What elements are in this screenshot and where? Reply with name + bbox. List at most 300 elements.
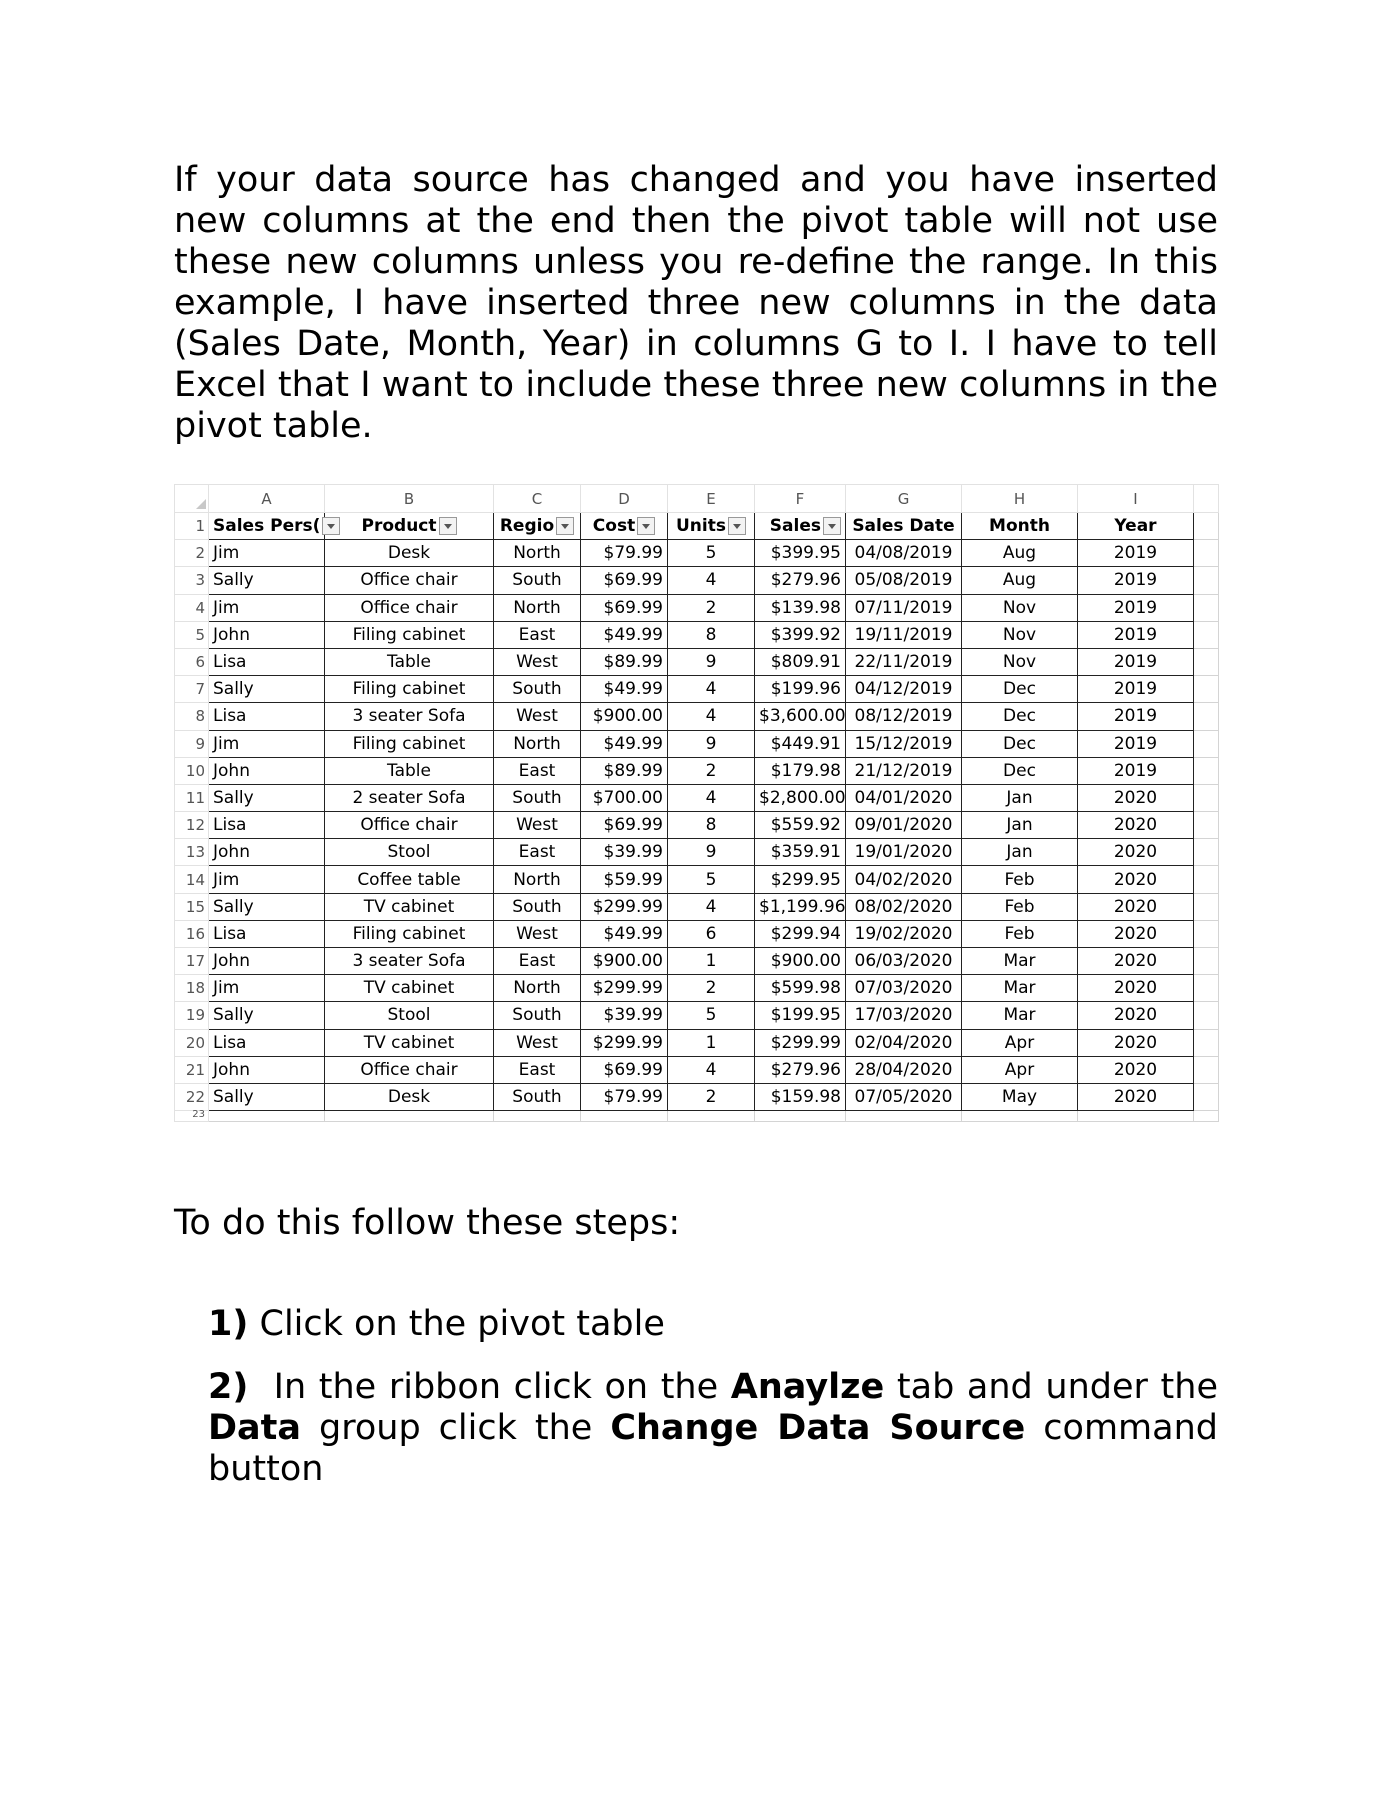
field-header-cell[interactable]: [755, 513, 846, 540]
data-cell[interactable]: 3 seater Sofa: [325, 948, 494, 975]
data-cell[interactable]: Jim: [209, 866, 325, 893]
data-cell[interactable]: North: [494, 975, 581, 1002]
empty-cell[interactable]: [1194, 676, 1219, 703]
data-cell[interactable]: TV cabinet: [325, 893, 494, 920]
field-header-cell[interactable]: [209, 513, 325, 540]
data-cell[interactable]: $3,600.00: [755, 703, 846, 730]
field-header-cell[interactable]: [846, 513, 962, 540]
data-cell[interactable]: $39.99: [581, 1002, 668, 1029]
field-header-label: Cost: [592, 516, 636, 537]
data-cell[interactable]: Sally: [209, 567, 325, 594]
data-cell[interactable]: 04/01/2020: [846, 784, 962, 811]
data-cell[interactable]: $279.96: [755, 567, 846, 594]
data-cell[interactable]: 2019: [1078, 703, 1194, 730]
data-cell[interactable]: 08/12/2019: [846, 703, 962, 730]
data-cell[interactable]: North: [494, 594, 581, 621]
empty-cell[interactable]: [1194, 1111, 1219, 1122]
column-letter-header[interactable]: H: [962, 485, 1078, 513]
filter-dropdown-icon[interactable]: [556, 517, 574, 535]
data-cell[interactable]: $69.99: [581, 812, 668, 839]
data-cell[interactable]: TV cabinet: [325, 1029, 494, 1056]
data-cell[interactable]: Stool: [325, 1002, 494, 1029]
empty-cell[interactable]: [1194, 975, 1219, 1002]
row-number[interactable]: 21: [175, 1056, 209, 1083]
row-number[interactable]: 12: [175, 812, 209, 839]
column-letter-header[interactable]: G: [846, 485, 962, 513]
data-cell[interactable]: Dec: [962, 703, 1078, 730]
empty-cell[interactable]: [581, 1111, 668, 1122]
table-row: [175, 703, 1219, 730]
data-cell[interactable]: 8: [668, 812, 755, 839]
data-cell[interactable]: 05/08/2019: [846, 567, 962, 594]
table-row: [175, 648, 1219, 675]
data-cell[interactable]: 2019: [1078, 676, 1194, 703]
data-cell[interactable]: Feb: [962, 893, 1078, 920]
data-cell[interactable]: 22/11/2019: [846, 648, 962, 675]
data-cell[interactable]: John: [209, 839, 325, 866]
empty-cell[interactable]: [1194, 703, 1219, 730]
data-cell[interactable]: 28/04/2020: [846, 1056, 962, 1083]
table-row: [175, 621, 1219, 648]
data-cell[interactable]: $279.96: [755, 1056, 846, 1083]
data-cell[interactable]: $299.95: [755, 866, 846, 893]
data-cell[interactable]: $49.99: [581, 676, 668, 703]
data-cell[interactable]: 4: [668, 703, 755, 730]
data-cell[interactable]: West: [494, 1029, 581, 1056]
column-letter-header[interactable]: F: [755, 485, 846, 513]
data-cell[interactable]: South: [494, 676, 581, 703]
empty-cell[interactable]: [1194, 757, 1219, 784]
data-cell[interactable]: 4: [668, 893, 755, 920]
data-cell[interactable]: South: [494, 1083, 581, 1110]
data-cell[interactable]: 2: [668, 757, 755, 784]
data-cell[interactable]: West: [494, 812, 581, 839]
column-letter-header[interactable]: I: [1078, 485, 1194, 513]
data-cell[interactable]: East: [494, 1056, 581, 1083]
data-cell[interactable]: Apr: [962, 1056, 1078, 1083]
data-cell[interactable]: 2020: [1078, 893, 1194, 920]
table-row: [175, 893, 1219, 920]
column-letter-header[interactable]: D: [581, 485, 668, 513]
data-cell[interactable]: John: [209, 1056, 325, 1083]
data-cell[interactable]: Jim: [209, 730, 325, 757]
data-cell[interactable]: 2: [668, 1083, 755, 1110]
data-cell[interactable]: 9: [668, 730, 755, 757]
column-letter-header[interactable]: E: [668, 485, 755, 513]
step-2-emphasis: Data: [208, 1408, 302, 1448]
data-cell[interactable]: Jan: [962, 839, 1078, 866]
data-cell[interactable]: $69.99: [581, 594, 668, 621]
data-cell[interactable]: South: [494, 784, 581, 811]
row-number[interactable]: 17: [175, 948, 209, 975]
data-cell[interactable]: $79.99: [581, 1083, 668, 1110]
data-cell[interactable]: East: [494, 757, 581, 784]
data-cell[interactable]: 8: [668, 621, 755, 648]
data-cell[interactable]: $89.99: [581, 757, 668, 784]
empty-cell[interactable]: [325, 1111, 494, 1122]
data-cell[interactable]: 19/01/2020: [846, 839, 962, 866]
empty-cell[interactable]: [1194, 567, 1219, 594]
table-row: [175, 812, 1219, 839]
data-cell[interactable]: 2019: [1078, 757, 1194, 784]
data-cell[interactable]: 2020: [1078, 839, 1194, 866]
row-number[interactable]: 11: [175, 784, 209, 811]
data-cell[interactable]: $900.00: [581, 948, 668, 975]
data-cell[interactable]: Aug: [962, 540, 1078, 567]
data-cell[interactable]: 2019: [1078, 567, 1194, 594]
empty-cell[interactable]: [668, 1111, 755, 1122]
row-number[interactable]: 10: [175, 757, 209, 784]
intro-paragraph: If your data source has changed and you have inserted new columns at the end then the pivot table will not use these new columns unless you re-define the range. In this example, I have inserted three new columns in the data (Sales Date, Month, Year) in columns G to I. I have to tell Excel that I want to include these three new columns in the pivot table.: [174, 160, 1218, 446]
data-cell[interactable]: 08/02/2020: [846, 893, 962, 920]
data-cell[interactable]: East: [494, 621, 581, 648]
data-cell[interactable]: Jan: [962, 784, 1078, 811]
data-cell[interactable]: Mar: [962, 975, 1078, 1002]
data-cell[interactable]: Sally: [209, 1002, 325, 1029]
empty-cell[interactable]: [1194, 594, 1219, 621]
data-cell[interactable]: Feb: [962, 866, 1078, 893]
field-header-label: Sales Pers(: [213, 516, 321, 537]
data-cell[interactable]: Lisa: [209, 920, 325, 947]
data-cell[interactable]: 04/12/2019: [846, 676, 962, 703]
row-number[interactable]: 14: [175, 866, 209, 893]
empty-cell[interactable]: [1078, 1111, 1194, 1122]
data-cell[interactable]: West: [494, 648, 581, 675]
data-cell[interactable]: 2: [668, 594, 755, 621]
data-cell[interactable]: Office chair: [325, 812, 494, 839]
row-number[interactable]: 16: [175, 920, 209, 947]
data-cell[interactable]: 5: [668, 540, 755, 567]
data-cell[interactable]: $900.00: [755, 948, 846, 975]
data-cell[interactable]: 5: [668, 1002, 755, 1029]
filter-dropdown-icon[interactable]: [728, 517, 746, 535]
empty-cell[interactable]: [494, 1111, 581, 1122]
data-cell[interactable]: Dec: [962, 730, 1078, 757]
spreadsheet-grid: [174, 484, 1219, 1122]
data-cell[interactable]: 2: [668, 975, 755, 1002]
data-cell[interactable]: 09/01/2020: [846, 812, 962, 839]
data-cell[interactable]: 9: [668, 839, 755, 866]
spreadsheet-screenshot: [174, 484, 1218, 1130]
row-number[interactable]: 7: [175, 676, 209, 703]
data-cell[interactable]: $900.00: [581, 703, 668, 730]
data-cell[interactable]: West: [494, 703, 581, 730]
empty-cell[interactable]: [1194, 1083, 1219, 1110]
row-number[interactable]: 9: [175, 730, 209, 757]
data-cell[interactable]: 19/02/2020: [846, 920, 962, 947]
empty-cell[interactable]: [1194, 648, 1219, 675]
field-header-cell[interactable]: [581, 513, 668, 540]
empty-cell[interactable]: [1194, 621, 1219, 648]
data-cell[interactable]: East: [494, 948, 581, 975]
data-cell[interactable]: $59.99: [581, 866, 668, 893]
table-row: [175, 676, 1219, 703]
data-cell[interactable]: 07/03/2020: [846, 975, 962, 1002]
data-cell[interactable]: 2019: [1078, 730, 1194, 757]
filter-dropdown-icon[interactable]: [322, 517, 340, 535]
data-cell[interactable]: 2020: [1078, 1056, 1194, 1083]
field-header-cell[interactable]: [668, 513, 755, 540]
data-cell[interactable]: 5: [668, 866, 755, 893]
data-cell[interactable]: John: [209, 757, 325, 784]
data-cell[interactable]: $359.91: [755, 839, 846, 866]
data-cell[interactable]: $199.95: [755, 1002, 846, 1029]
data-cell[interactable]: $2,800.00: [755, 784, 846, 811]
data-cell[interactable]: 04/02/2020: [846, 866, 962, 893]
data-cell[interactable]: Feb: [962, 920, 1078, 947]
row-number[interactable]: 2: [175, 540, 209, 567]
data-cell[interactable]: Nov: [962, 648, 1078, 675]
data-cell[interactable]: $199.96: [755, 676, 846, 703]
row-number[interactable]: 3: [175, 567, 209, 594]
row-number[interactable]: 13: [175, 839, 209, 866]
table-row: [175, 1056, 1219, 1083]
empty-cell[interactable]: [1194, 893, 1219, 920]
empty-cell[interactable]: [1194, 920, 1219, 947]
empty-cell[interactable]: [1194, 1002, 1219, 1029]
data-cell[interactable]: 6: [668, 920, 755, 947]
data-cell[interactable]: Dec: [962, 676, 1078, 703]
data-cell[interactable]: Filing cabinet: [325, 730, 494, 757]
data-cell[interactable]: 19/11/2019: [846, 621, 962, 648]
data-cell[interactable]: John: [209, 948, 325, 975]
empty-cell[interactable]: [1194, 540, 1219, 567]
data-cell[interactable]: South: [494, 567, 581, 594]
data-cell[interactable]: Filing cabinet: [325, 676, 494, 703]
table-row: [175, 757, 1219, 784]
data-cell[interactable]: Sally: [209, 893, 325, 920]
data-cell[interactable]: $299.99: [581, 1029, 668, 1056]
data-cell[interactable]: Lisa: [209, 1029, 325, 1056]
data-cell[interactable]: Desk: [325, 540, 494, 567]
data-cell[interactable]: Office chair: [325, 1056, 494, 1083]
data-cell[interactable]: Table: [325, 757, 494, 784]
row-number[interactable]: 20: [175, 1029, 209, 1056]
data-cell[interactable]: Lisa: [209, 648, 325, 675]
row-number[interactable]: 8: [175, 703, 209, 730]
data-cell[interactable]: $139.98: [755, 594, 846, 621]
empty-cell[interactable]: [1194, 812, 1219, 839]
data-cell[interactable]: 2020: [1078, 920, 1194, 947]
empty-cell[interactable]: [209, 1111, 325, 1122]
step-2-emphasis: Change Data Source: [610, 1408, 1026, 1448]
data-cell[interactable]: $49.99: [581, 730, 668, 757]
empty-cell[interactable]: [1194, 948, 1219, 975]
data-cell[interactable]: 4: [668, 567, 755, 594]
data-cell[interactable]: 04/08/2019: [846, 540, 962, 567]
data-cell[interactable]: Jim: [209, 975, 325, 1002]
data-cell[interactable]: Nov: [962, 594, 1078, 621]
data-cell[interactable]: Sally: [209, 676, 325, 703]
data-cell[interactable]: May: [962, 1083, 1078, 1110]
data-cell[interactable]: 1: [668, 1029, 755, 1056]
data-cell[interactable]: Sally: [209, 784, 325, 811]
data-cell[interactable]: Lisa: [209, 703, 325, 730]
data-cell[interactable]: $49.99: [581, 920, 668, 947]
data-cell[interactable]: $399.92: [755, 621, 846, 648]
row-number[interactable]: 19: [175, 1002, 209, 1029]
data-cell[interactable]: Filing cabinet: [325, 621, 494, 648]
data-cell[interactable]: $299.99: [755, 1029, 846, 1056]
data-cell[interactable]: Jim: [209, 594, 325, 621]
data-cell[interactable]: 21/12/2019: [846, 757, 962, 784]
data-cell[interactable]: 17/03/2020: [846, 1002, 962, 1029]
data-cell[interactable]: Coffee table: [325, 866, 494, 893]
empty-cell[interactable]: [962, 1111, 1078, 1122]
table-row: [175, 975, 1219, 1002]
data-cell[interactable]: $159.98: [755, 1083, 846, 1110]
step-2-text: command button: [208, 1408, 1218, 1489]
row-number[interactable]: 4: [175, 594, 209, 621]
data-cell[interactable]: $49.99: [581, 621, 668, 648]
data-cell[interactable]: $299.99: [581, 975, 668, 1002]
data-cell[interactable]: 9: [668, 648, 755, 675]
data-cell[interactable]: East: [494, 839, 581, 866]
data-cell[interactable]: $449.91: [755, 730, 846, 757]
data-cell[interactable]: 02/04/2020: [846, 1029, 962, 1056]
data-cell[interactable]: Desk: [325, 1083, 494, 1110]
data-cell[interactable]: Nov: [962, 621, 1078, 648]
steps-intro: To do this follow these steps:: [174, 1203, 681, 1243]
data-cell[interactable]: $700.00: [581, 784, 668, 811]
data-cell[interactable]: Apr: [962, 1029, 1078, 1056]
data-cell[interactable]: 15/12/2019: [846, 730, 962, 757]
data-cell[interactable]: Jan: [962, 812, 1078, 839]
data-cell[interactable]: TV cabinet: [325, 975, 494, 1002]
empty-cell[interactable]: [1194, 513, 1219, 540]
data-cell[interactable]: 2019: [1078, 648, 1194, 675]
data-cell[interactable]: West: [494, 920, 581, 947]
data-cell[interactable]: $599.98: [755, 975, 846, 1002]
data-cell[interactable]: North: [494, 866, 581, 893]
data-cell[interactable]: 2019: [1078, 594, 1194, 621]
data-cell[interactable]: North: [494, 730, 581, 757]
data-cell[interactable]: South: [494, 893, 581, 920]
empty-cell[interactable]: [846, 1111, 962, 1122]
data-cell[interactable]: $809.91: [755, 648, 846, 675]
data-cell[interactable]: 07/11/2019: [846, 594, 962, 621]
data-cell[interactable]: $559.92: [755, 812, 846, 839]
data-cell[interactable]: 06/03/2020: [846, 948, 962, 975]
data-cell[interactable]: $69.99: [581, 1056, 668, 1083]
data-cell[interactable]: $39.99: [581, 839, 668, 866]
step-1-number: 1): [208, 1304, 249, 1344]
data-cell[interactable]: $1,199.96: [755, 893, 846, 920]
data-cell[interactable]: 2020: [1078, 1083, 1194, 1110]
data-cell[interactable]: 2019: [1078, 621, 1194, 648]
data-cell[interactable]: 3 seater Sofa: [325, 703, 494, 730]
column-letter-header[interactable]: A: [209, 485, 325, 513]
data-cell[interactable]: 2020: [1078, 1002, 1194, 1029]
data-cell[interactable]: 2020: [1078, 1029, 1194, 1056]
data-cell[interactable]: 2019: [1078, 540, 1194, 567]
filter-dropdown-icon[interactable]: [637, 517, 655, 535]
data-cell[interactable]: 2020: [1078, 948, 1194, 975]
data-cell[interactable]: Mar: [962, 1002, 1078, 1029]
row-number[interactable]: 22: [175, 1083, 209, 1110]
data-cell[interactable]: Aug: [962, 567, 1078, 594]
data-cell[interactable]: 4: [668, 676, 755, 703]
row-number[interactable]: 18: [175, 975, 209, 1002]
data-cell[interactable]: 07/05/2020: [846, 1083, 962, 1110]
empty-cell[interactable]: [1194, 1029, 1219, 1056]
field-header-cell[interactable]: [494, 513, 581, 540]
empty-cell[interactable]: [1194, 1056, 1219, 1083]
data-cell[interactable]: $399.95: [755, 540, 846, 567]
data-cell[interactable]: 4: [668, 1056, 755, 1083]
data-cell[interactable]: $299.94: [755, 920, 846, 947]
data-cell[interactable]: Jim: [209, 540, 325, 567]
data-cell[interactable]: 2 seater Sofa: [325, 784, 494, 811]
data-cell[interactable]: 2020: [1078, 812, 1194, 839]
column-letter-header[interactable]: C: [494, 485, 581, 513]
data-cell[interactable]: 2020: [1078, 866, 1194, 893]
data-cell[interactable]: Dec: [962, 757, 1078, 784]
row-number[interactable]: 6: [175, 648, 209, 675]
row-number[interactable]: 23: [175, 1111, 209, 1122]
table-row: [175, 567, 1219, 594]
filter-dropdown-icon[interactable]: [439, 517, 457, 535]
row-number[interactable]: 5: [175, 621, 209, 648]
select-all-corner[interactable]: [175, 485, 209, 513]
column-header-overflow: [1194, 485, 1219, 513]
step-1: [208, 1304, 1218, 1345]
data-cell[interactable]: Mar: [962, 948, 1078, 975]
data-cell[interactable]: Sally: [209, 1083, 325, 1110]
data-cell[interactable]: South: [494, 1002, 581, 1029]
table-row: [175, 1002, 1219, 1029]
empty-cell[interactable]: [1194, 784, 1219, 811]
data-cell[interactable]: Stool: [325, 839, 494, 866]
data-cell[interactable]: North: [494, 540, 581, 567]
data-cell[interactable]: 2020: [1078, 975, 1194, 1002]
data-cell[interactable]: 4: [668, 784, 755, 811]
data-cell[interactable]: Office chair: [325, 567, 494, 594]
empty-cell[interactable]: [1194, 839, 1219, 866]
data-cell[interactable]: $69.99: [581, 567, 668, 594]
field-header-cell[interactable]: [1078, 513, 1194, 540]
field-header-cell[interactable]: [325, 513, 494, 540]
field-header-cell[interactable]: [962, 513, 1078, 540]
data-cell[interactable]: $89.99: [581, 648, 668, 675]
table-row: [175, 730, 1219, 757]
filter-dropdown-icon[interactable]: [823, 517, 841, 535]
step-2-number: 2): [208, 1367, 249, 1407]
empty-cell[interactable]: [1194, 866, 1219, 893]
field-header-label: Units: [676, 516, 726, 537]
row-number[interactable]: 15: [175, 893, 209, 920]
field-header-label: Sales Date: [852, 516, 955, 537]
data-cell[interactable]: Table: [325, 648, 494, 675]
table-row: [175, 1029, 1219, 1056]
table-row: [175, 540, 1219, 567]
data-cell[interactable]: John: [209, 621, 325, 648]
data-cell[interactable]: Lisa: [209, 812, 325, 839]
data-cell[interactable]: 2020: [1078, 784, 1194, 811]
step-2: [208, 1367, 1218, 1490]
empty-cell[interactable]: [1194, 730, 1219, 757]
data-cell[interactable]: $179.98: [755, 757, 846, 784]
data-cell[interactable]: $79.99: [581, 540, 668, 567]
row-number[interactable]: 1: [175, 513, 209, 540]
data-cell[interactable]: Filing cabinet: [325, 920, 494, 947]
empty-cell[interactable]: [755, 1111, 846, 1122]
column-letter-header[interactable]: B: [325, 485, 494, 513]
data-cell[interactable]: Office chair: [325, 594, 494, 621]
data-cell[interactable]: $299.99: [581, 893, 668, 920]
step-2-emphasis: Anaylze: [730, 1367, 885, 1407]
data-cell[interactable]: 1: [668, 948, 755, 975]
